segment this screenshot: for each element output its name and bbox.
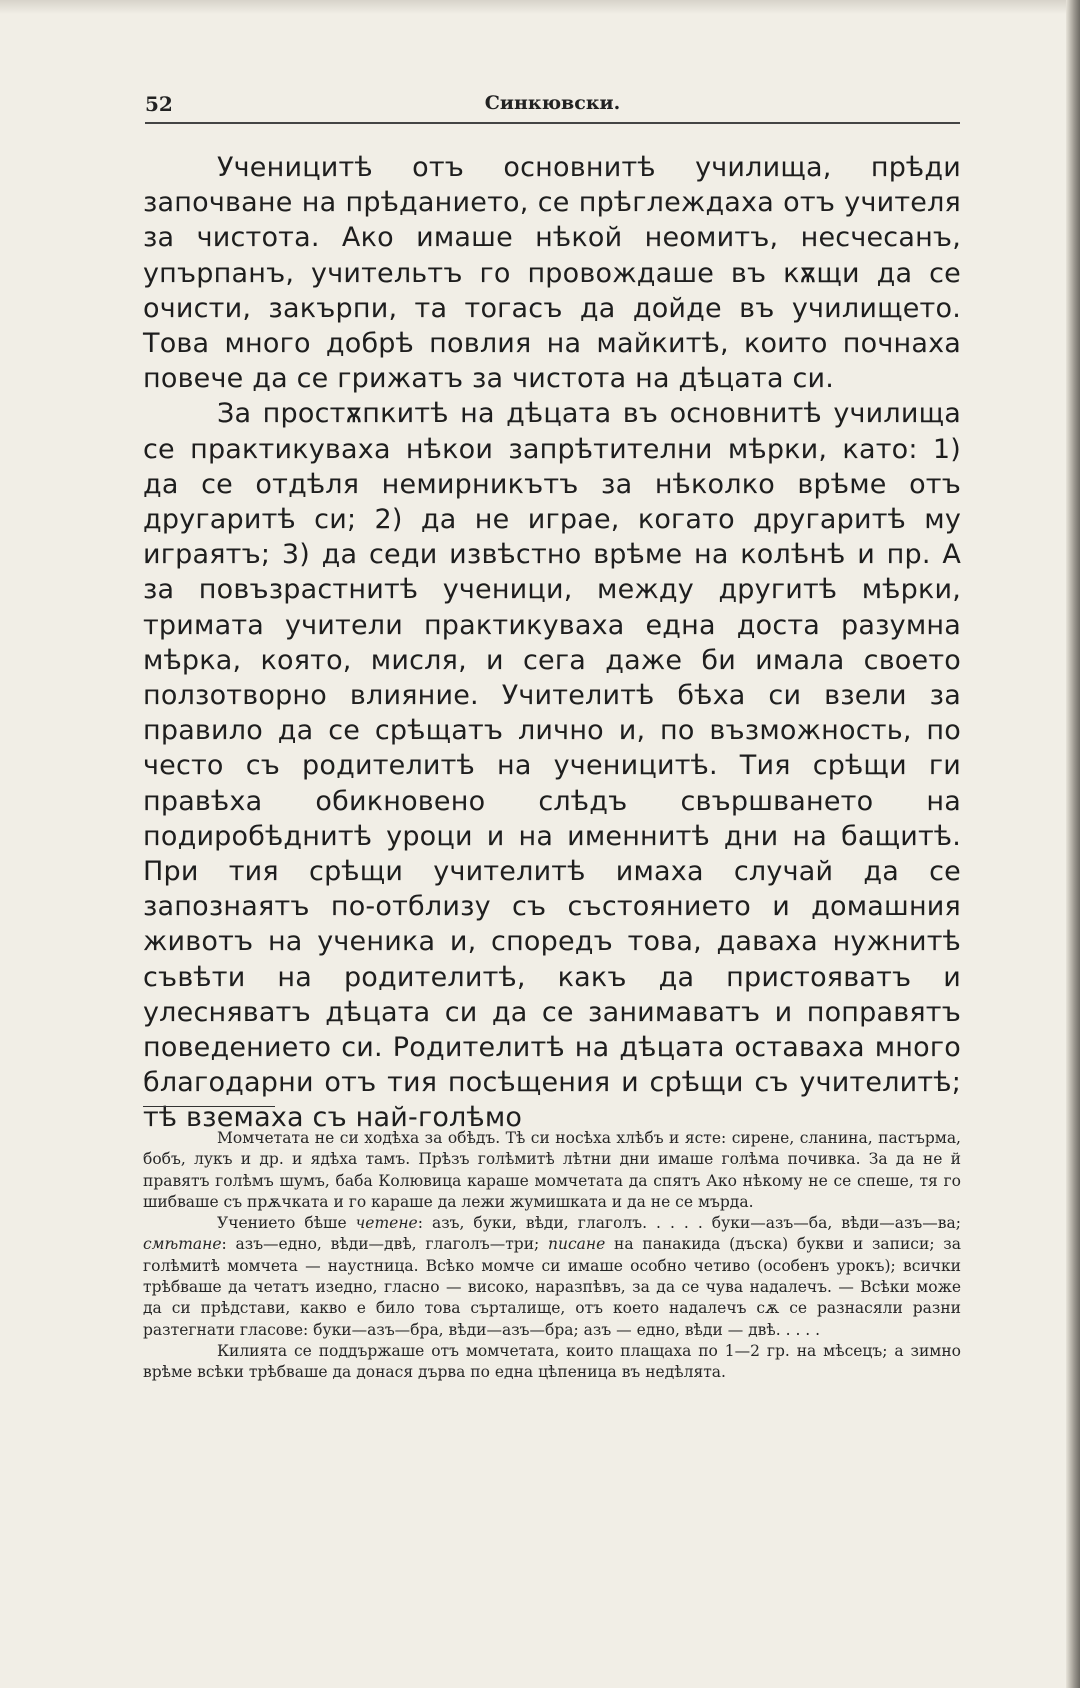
- footnote-2-part-3: на панакида (дъска) букви и записи; за голѣмитѣ момчета — наустница. Всѣко момче си имаше особно четиво (особенъ урокъ); всички трѣбваше да четатъ изедно, гласно — високо, наразпѣвъ, за да се чува надалечъ. — Всѣки може да си прѣдстави, какво е било това сърталище, отъ което надалечъ сѫ се разнасяли разни разтегнати гласове: буки—азъ—бра, вѣди—азъ—бра; азъ — едно, вѣди — двѣ. . . . .: [143, 1235, 961, 1339]
- page-top-shadow: [0, 0, 1080, 14]
- footnote-2-term-reading: четене: [355, 1214, 418, 1233]
- footnote-2-term-writing: писане: [548, 1235, 606, 1254]
- main-text: [143, 150, 961, 1136]
- footnote-2-part-1: : азъ, буки, вѣди, глаголъ. . . . . буки—азъ—ба, вѣди—азъ—ва;: [417, 1214, 961, 1233]
- footnote-separator: [143, 1106, 275, 1107]
- page-number: 52: [145, 92, 173, 116]
- footnote-1: Момчетата не си ходѣха за обѣдъ. Тѣ си носѣха хлѣбъ и ясте: сирене, сланина, пастърма, бобъ, лукъ и др. и ядѣха тамъ. Прѣзъ голѣмитѣ лѣтни дни имаше голѣма почивка. За да не й правятъ голѣмъ шумъ, баба Колювица караше момчетата да спятъ Ако нѣкому не се спеше, тя го шибваше съ прѫчката и го караше да лежи жумишката и да не се мърда.: [143, 1129, 961, 1211]
- body-paragraph-1: Ученицитѣ отъ основнитѣ училища, прѣди започване на прѣданието, се прѣглеждаха отъ учителя за чистота. Ако имаше нѣкой неомитъ, несчесанъ, упърпанъ, учительтъ го провождаше въ кѫщи да се очисти, закърпи, та тогасъ да дойде въ училището. Това много добрѣ повлия на майкитѣ, които почнаха повече да се грижатъ за чистота на дѣцата си.: [143, 152, 961, 395]
- footnote-2-part-2: : азъ—едно, вѣди—двѣ, глаголъ—три;: [221, 1235, 549, 1254]
- footnote-2: [143, 1213, 961, 1341]
- body-paragraph-2: За простѫпкитѣ на дѣцата въ основнитѣ училища се практикуваха нѣкои запрѣтителни мѣрки, като: 1) да се отдѣля немирникътъ за нѣколко врѣме отъ другаритѣ си; 2) да не играе, когато другаритѣ му играятъ; 3) да седи извѣстно врѣме на колѣнѣ и пр. А за повъзрастнитѣ ученици, между другитѣ мѣрки, тримата учители практикуваха една доста разумна мѣрка, която, мисля, и сега даже би имала своето ползотворно влияние. Учителитѣ бѣха си взели за правило да се срѣщатъ лично и, по възможность, по често съ родителитѣ на ученицитѣ. Тия срѣщи ги правѣха обикновено слѣдъ свършването на подиробѣднитѣ уроци и на именнитѣ дни на бащитѣ. При тия срѣщи учителитѣ имаха случай да се запознаятъ по-отблизу съ състоянието и домашния животъ на ученика и, споредъ това, даваха нужнитѣ съвѣти на родителитѣ, какъ да пристояватъ и улесняватъ дѣцата си да се занимаватъ и поправятъ поведението си. Родителитѣ на дѣцата оставаха много благодарни отъ тия посѣщения и срѣщи съ учителитѣ; тѣ вземаха съ най-голѣмо: [143, 398, 961, 1134]
- footnote-3: Килията се поддържаше отъ момчетата, които плащаха по 1—2 гр. на мѣсецъ; а зимно врѣме всѣки трѣбваше да донася дърва по една цѣпеница въ недѣлята.: [143, 1341, 961, 1382]
- footnote-2-start: Учението бѣше: [217, 1214, 356, 1233]
- running-title: Синкювски.: [484, 92, 621, 114]
- page-header: [145, 88, 960, 124]
- page-edge-shadow: [1066, 0, 1080, 1688]
- footnotes: [143, 1128, 961, 1384]
- footnote-2-term-counting: смѣтане: [143, 1235, 222, 1254]
